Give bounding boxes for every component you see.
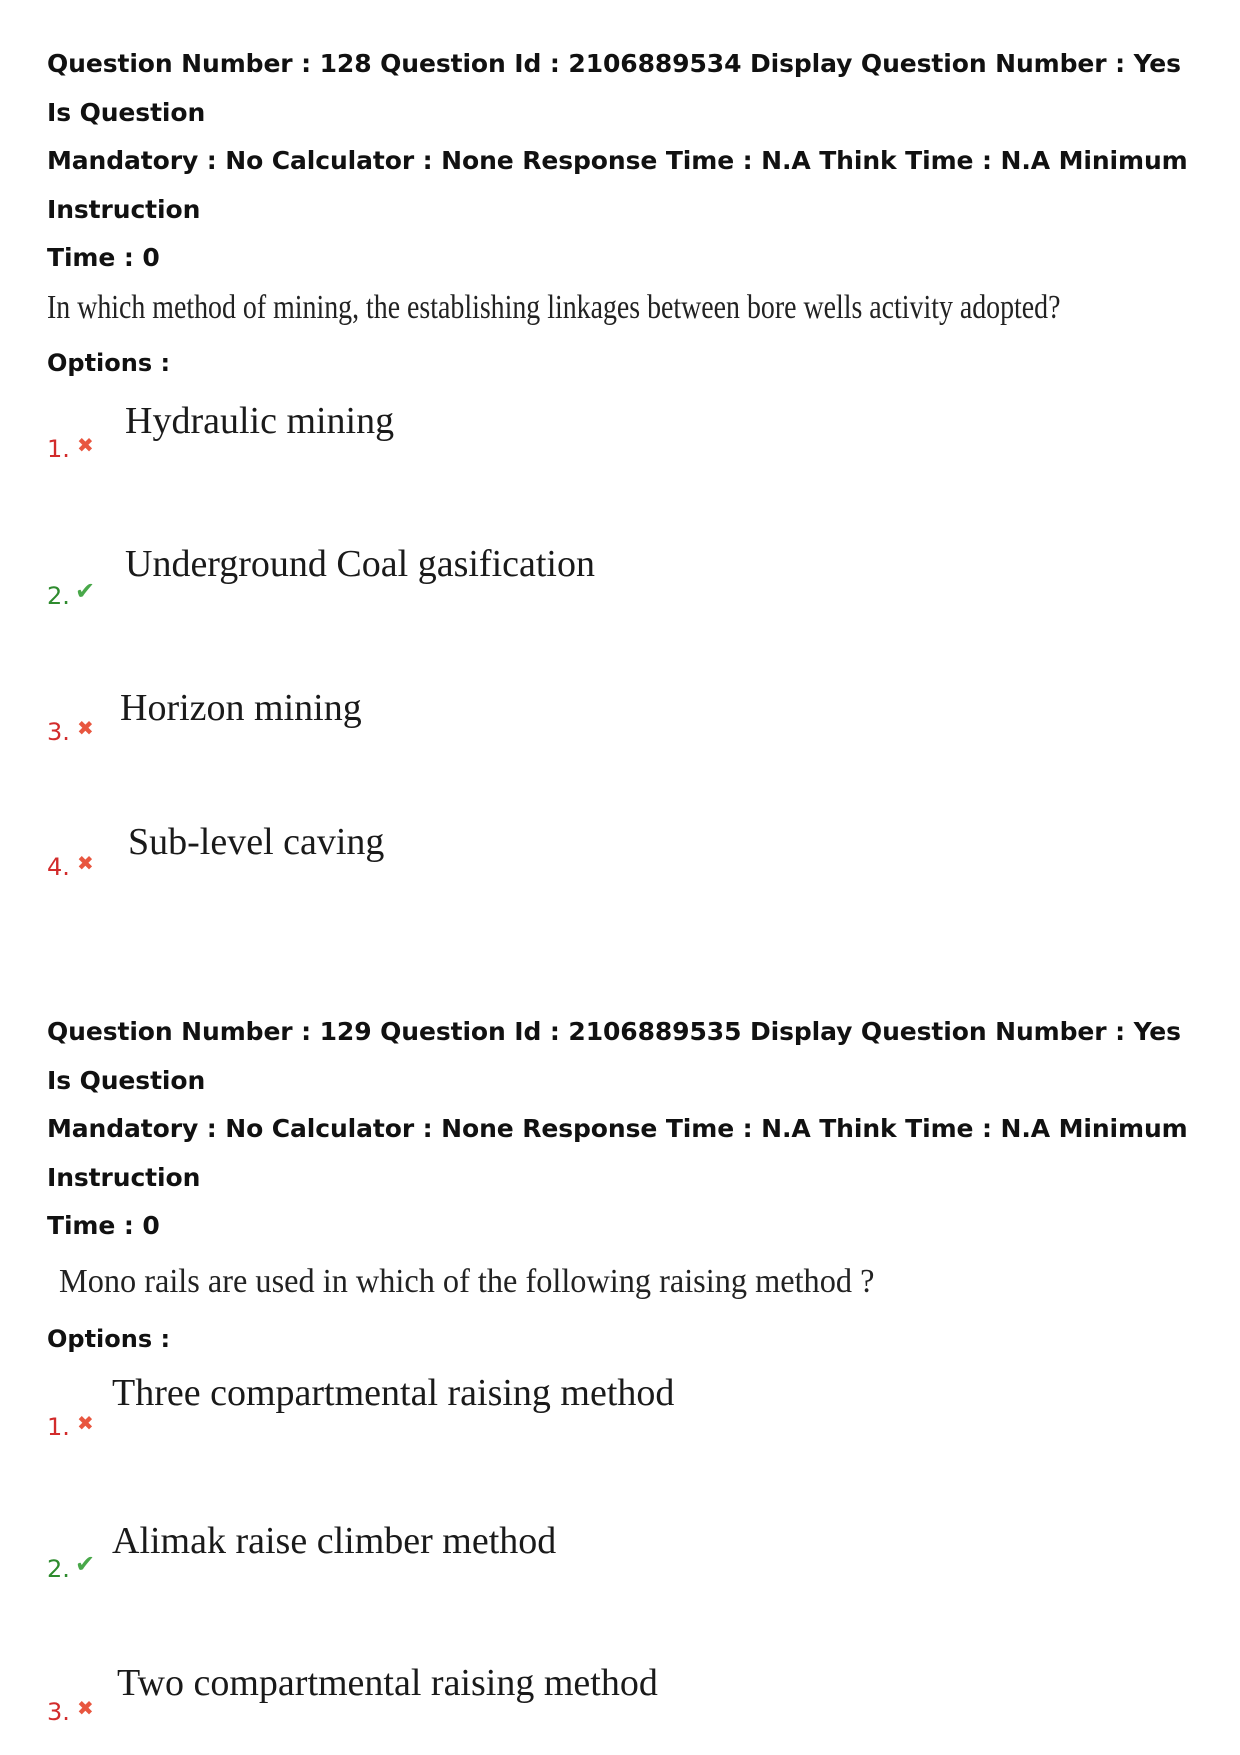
option-number: 1. [47,434,70,463]
question-block [47,1008,1207,1751]
question-meta-line: Time : 0 [47,1211,160,1240]
option-item [47,395,1207,550]
option-text: Horizon mining [120,686,362,729]
option-number: 1. [47,1412,70,1441]
option-text: Two compartmental raising method [117,1661,658,1704]
check-icon: ✔ [75,1549,96,1578]
question-meta-line: Question Number : 128 Question Id : 2106889534 Display Question Number : Yes Is Question [47,49,1181,127]
cross-icon: ✖ [77,850,94,875]
question-text: Mono rails are used in which of the following raising method ? [59,1262,875,1300]
check-icon: ✔ [75,576,96,605]
option-item [47,542,1207,700]
option-item [47,820,1207,950]
option-text: Three compartmental raising method [112,1371,675,1414]
cross-icon: ✖ [77,432,94,457]
option-text: Hydraulic mining [125,399,395,442]
option-item [47,1369,1207,1527]
option-number: 3. [47,1697,70,1726]
cross-icon: ✖ [77,1695,94,1720]
option-text: Underground Coal gasification [125,542,595,585]
cross-icon: ✖ [77,1410,94,1435]
option-text: Alimak raise climber method [112,1519,557,1562]
options-label: Options : [47,348,171,377]
question-meta-line: Time : 0 [47,243,160,272]
question-block [47,40,1207,950]
question-meta-line: Mandatory : No Calculator : None Response Time : N.A Think Time : N.A Minimum Instruction [47,146,1188,224]
option-item [47,1661,1207,1751]
options-label: Options : [47,1324,171,1353]
option-number: 2. [47,581,70,610]
question-meta-line: Question Number : 129 Question Id : 2106889535 Display Question Number : Yes Is Question [47,1017,1181,1095]
option-number: 3. [47,717,70,746]
option-number: 2. [47,1554,70,1583]
question-meta-line: Mandatory : No Calculator : None Response Time : N.A Think Time : N.A Minimum Instruction [47,1114,1188,1192]
option-number: 4. [47,852,70,881]
cross-icon: ✖ [77,715,94,740]
option-text: Sub-level caving [128,820,385,863]
option-item [47,1519,1207,1671]
question-text: In which method of mining, the establishing linkages between bore wells activity adopted? [47,288,1061,326]
